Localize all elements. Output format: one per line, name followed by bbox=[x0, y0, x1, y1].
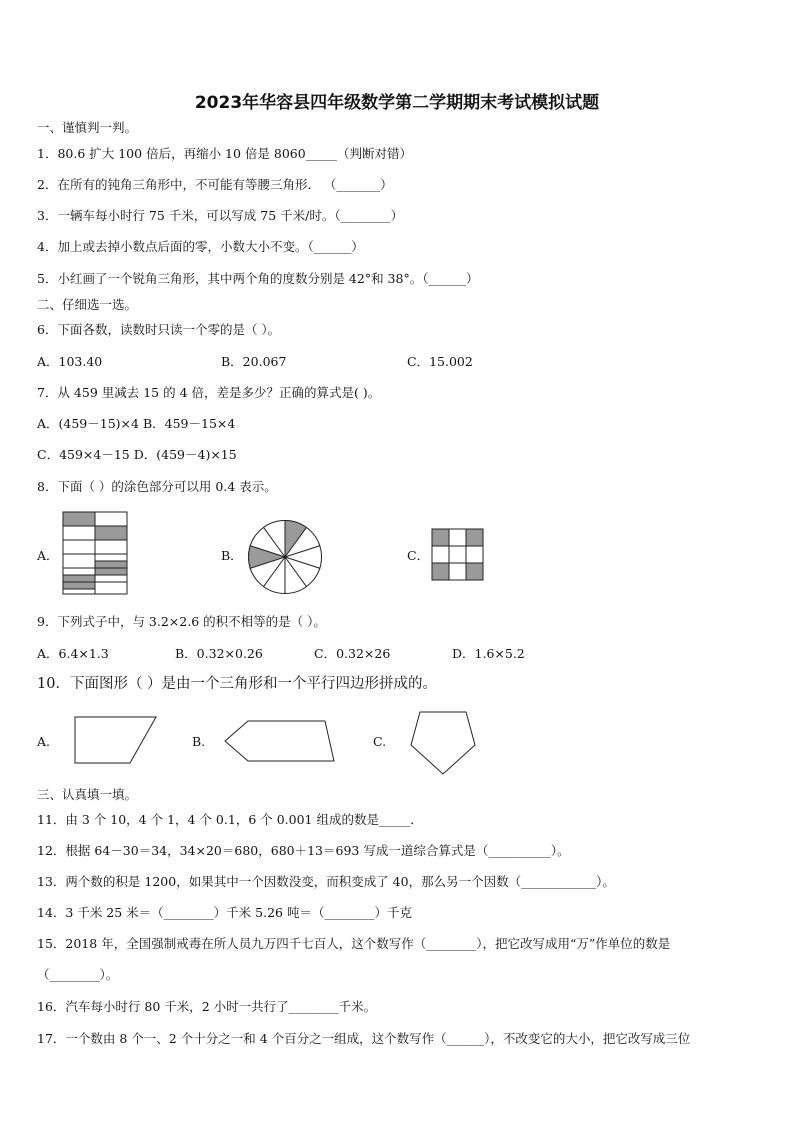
question-6: 6．下面各数，读数时只读一个零的是（ ）。 bbox=[37, 322, 281, 337]
q9-option-c: C．0.32×26 bbox=[314, 646, 391, 661]
question-2: 2．在所有的钝角三角形中，不可能有等腰三角形． （_______） bbox=[37, 177, 393, 192]
q10-figure-c-pentagon bbox=[410, 711, 476, 775]
q10-figure-b-pentagon bbox=[224, 720, 336, 762]
q6-option-b: B．20.067 bbox=[221, 354, 287, 369]
q8-figure-b-circle bbox=[248, 520, 322, 594]
question-7: 7．从 459 里减去 15 的 4 倍，差是多少？正确的算式是( )。 bbox=[37, 385, 381, 400]
q8-figure-a-grid bbox=[63, 512, 129, 596]
q6-option-c: C．15.002 bbox=[407, 354, 473, 369]
question-1: 1．80.6 扩大 100 倍后，再缩小 10 倍是 8060_____（判断对错） bbox=[37, 146, 412, 161]
question-15: 15．2018 年，全国强制戒毒在所人员九万四千七百人，这个数写作（________），把它改写成用“万”作单位的数是 bbox=[37, 936, 671, 951]
question-4: 4．加上或去掉小数点后面的零，小数大小不变。（______） bbox=[37, 239, 364, 254]
section-heading-3: 三、认真填一填。 bbox=[37, 787, 138, 802]
question-8: 8．下面（ ）的涂色部分可以用 0.4 表示。 bbox=[37, 479, 277, 494]
question-11: 11．由 3 个 10，4 个 1，4 个 0.1，6 个 0.001 组成的数是_____． bbox=[37, 812, 423, 827]
q9-option-d: D．1.6×5.2 bbox=[452, 646, 525, 661]
question-16: 16．汽车每小时行 80 千米，2 小时一共行了________千米。 bbox=[37, 999, 377, 1014]
q7-options-ab: A．(459－15)×4 B．459－15×4 bbox=[37, 416, 236, 431]
question-3: 3．一辆车每小时行 75 千米，可以写成 75 千米/时。（________） bbox=[37, 208, 404, 223]
question-15-continued: （________）。 bbox=[37, 967, 119, 982]
question-10: 10．下面图形（ ）是由一个三角形和一个平行四边形拼成的。 bbox=[37, 676, 438, 692]
question-14: 14．3 千米 25 米＝（________）千米 5.26 吨＝（________）千克 bbox=[37, 905, 412, 920]
q8-figure-c-grid bbox=[432, 529, 484, 581]
question-5: 5．小红画了一个锐角三角形，其中两个角的度数分别是 42°和 38°。（______） bbox=[37, 271, 479, 286]
q10-label-a: A. bbox=[37, 734, 51, 749]
page-title: 2023年华容县四年级数学第二学期期末考试模拟试题 bbox=[194, 93, 600, 113]
q9-option-a: A．6.4×1.3 bbox=[37, 646, 109, 661]
q9-option-b: B．0.32×0.26 bbox=[175, 646, 263, 661]
q10-label-c: C. bbox=[373, 734, 387, 749]
q8-label-c: C． bbox=[407, 548, 430, 563]
section-heading-2: 二、仔细选一选。 bbox=[37, 297, 138, 312]
q6-option-a: A．103.40 bbox=[37, 354, 103, 369]
q7-options-cd: C．459×4－15 D．(459－4)×15 bbox=[37, 447, 237, 462]
q10-figure-a-trapezoid bbox=[74, 716, 158, 764]
section-heading-1: 一、谨慎判一判。 bbox=[37, 120, 138, 135]
q8-label-a: A． bbox=[37, 548, 59, 563]
q10-label-b: B. bbox=[192, 734, 206, 749]
question-17: 17．一个数由 8 个一、2 个十分之一和 4 个百分之一组成，这个数写作（______），不改变它的大小，把它改写成三位 bbox=[37, 1031, 691, 1046]
question-13: 13．两个数的积是 1200，如果其中一个因数没变，而积变成了 40，那么另一个因数（____________）。 bbox=[37, 874, 615, 889]
q8-label-b: B． bbox=[221, 548, 243, 563]
question-9: 9．下列式子中，与 3.2×2.6 的积不相等的是（ ）。 bbox=[37, 614, 326, 629]
question-12: 12．根据 64－30＝34，34×20＝680，680＋13＝693 写成一道综合算式是（__________）。 bbox=[37, 843, 570, 858]
